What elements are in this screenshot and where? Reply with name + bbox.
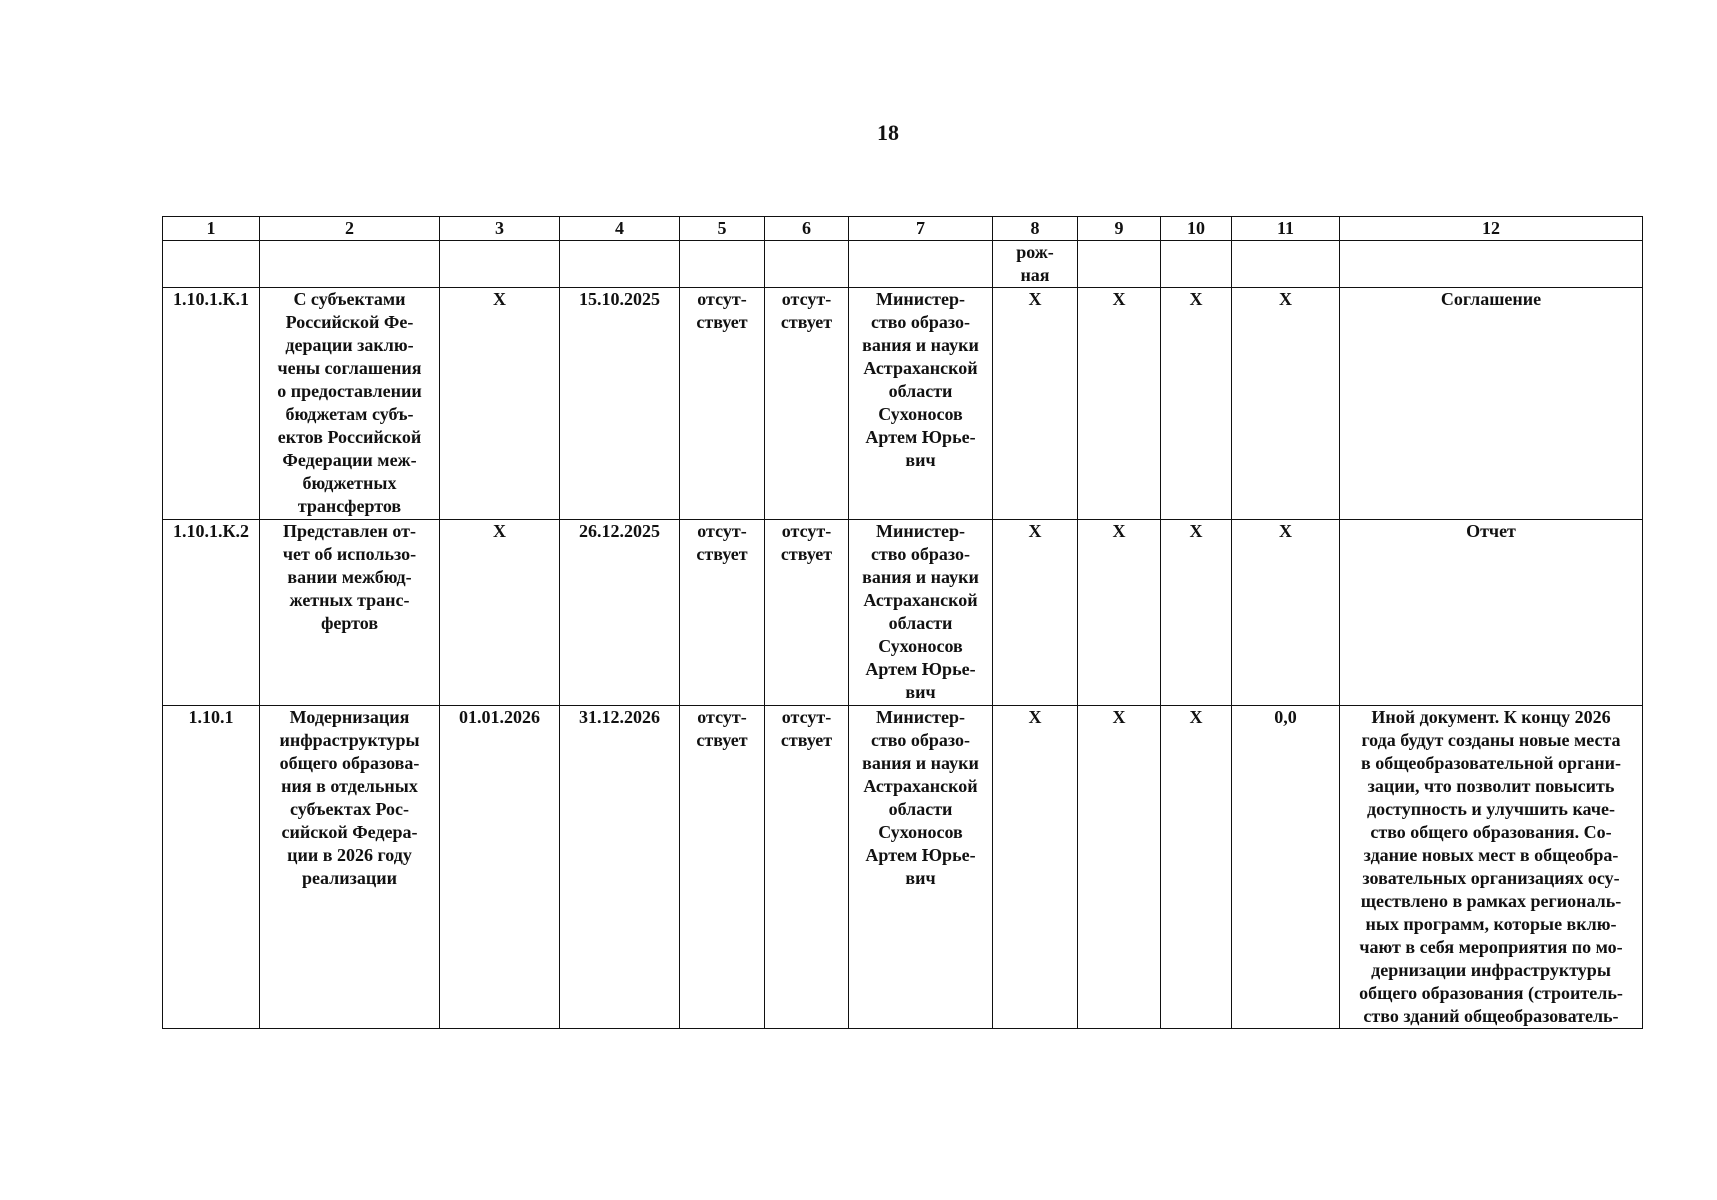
cell-line: бюджетам субъ- (285, 404, 414, 424)
cell-line: Соглашение (1440, 289, 1542, 309)
cell-line: области (888, 381, 953, 401)
table-cell-col-10 (1161, 706, 1232, 1029)
cell-line: отсут- (781, 707, 832, 727)
column-number-10: 10 (1161, 217, 1232, 241)
cell-line: ствует (696, 730, 748, 750)
cell-line: Астраханской (863, 358, 978, 378)
table-cell-col-12 (1340, 520, 1643, 706)
continuation-cell-12 (1340, 241, 1643, 288)
table-cell-col-1 (163, 706, 260, 1029)
table-body (163, 217, 1643, 1029)
table-cell-col-5 (680, 520, 765, 706)
cell-line: чены соглашения (277, 358, 422, 378)
table-cell-col-3 (440, 706, 560, 1029)
continuation-cell-2 (260, 241, 440, 288)
table-cell-col-2 (260, 520, 440, 706)
cell-line: здание новых мест в общеобра- (1363, 845, 1619, 865)
cell-line: ство образо- (870, 730, 971, 750)
cell-line: ции в 2026 году (287, 845, 412, 865)
table-cell-col-8 (993, 706, 1078, 1029)
cell-line: ектов Российской (277, 427, 422, 447)
cell-line: 1.10.1.К.2 (172, 521, 250, 541)
column-number-1: 1 (163, 217, 260, 241)
cell-line: зовательных организациях осу- (1362, 868, 1620, 888)
cell-line: Артем Юрье- (865, 427, 976, 447)
cell-line: Министер- (876, 521, 965, 541)
cell-line: отсут- (781, 289, 832, 309)
cell-line: ство образо- (870, 312, 971, 332)
cell-line: Артем Юрье- (865, 659, 976, 679)
cell-line: 26.12.2025 (579, 521, 660, 541)
table-cell-col-2 (260, 288, 440, 520)
cell-line: года будут созданы новые места (1361, 730, 1621, 750)
cell-line: Министер- (876, 289, 965, 309)
table-cell-col-10 (1161, 520, 1232, 706)
cell-line: Артем Юрье- (865, 845, 976, 865)
table-row (163, 706, 1643, 1029)
cell-line: Х (1189, 289, 1203, 309)
cell-line: ствует (696, 544, 748, 564)
continuation-row (163, 241, 1643, 288)
cell-line: общего образования (строитель- (1359, 983, 1623, 1003)
continuation-cell-3 (440, 241, 560, 288)
continuation-cell-5 (680, 241, 765, 288)
table-cell-col-5 (680, 706, 765, 1029)
cell-line: ная (1020, 265, 1050, 285)
cell-line: Х (1028, 521, 1042, 541)
table-cell-col-2 (260, 706, 440, 1029)
cell-line: Иной документ. К концу 2026 (1371, 707, 1611, 727)
cell-line: ствует (780, 730, 833, 750)
cell-line: Сухоносов (878, 636, 963, 656)
cell-line: вания и науки (862, 753, 979, 773)
cell-line: ствует (780, 544, 833, 564)
cell-line: Х (1028, 289, 1042, 309)
cell-line: 0,0 (1274, 707, 1297, 727)
continuation-cell-7 (849, 241, 993, 288)
table-cell-col-12 (1340, 288, 1643, 520)
cell-line: Х (1028, 707, 1042, 727)
table-cell-col-6 (765, 520, 849, 706)
cell-line: Сухоносов (878, 404, 963, 424)
cell-line: Представлен от- (283, 521, 416, 541)
cell-line: С субъектами (293, 289, 406, 309)
cell-line: вания и науки (862, 335, 979, 355)
continuation-cell-1 (163, 241, 260, 288)
continuation-cell-8 (993, 241, 1078, 288)
column-number-11: 11 (1232, 217, 1340, 241)
cell-line: Х (493, 521, 506, 541)
continuation-cell-9 (1078, 241, 1161, 288)
cell-line: Х (1279, 521, 1292, 541)
cell-line: в общеобразовательной органи- (1361, 753, 1621, 773)
cell-line: жетных транс- (289, 590, 410, 610)
cell-line: отсут- (697, 289, 747, 309)
cell-line: трансфертов (297, 496, 402, 516)
cell-line: 1.10.1 (188, 707, 234, 727)
table-cell-col-11 (1232, 288, 1340, 520)
cell-line: Министер- (876, 707, 965, 727)
measures-table (162, 216, 1643, 1029)
continuation-cell-6 (765, 241, 849, 288)
cell-line: 31.12.2026 (579, 707, 660, 727)
column-number-12: 12 (1340, 217, 1643, 241)
table-cell-col-8 (993, 288, 1078, 520)
cell-line: Х (1189, 521, 1203, 541)
cell-line: вич (905, 682, 936, 702)
cell-line: ществлено в рамках региональ- (1360, 891, 1622, 911)
table-cell-col-12 (1340, 706, 1643, 1029)
table-cell-col-7 (849, 288, 993, 520)
cell-line: отсут- (781, 521, 832, 541)
table-cell-col-3 (440, 520, 560, 706)
cell-line: Федерации меж- (282, 450, 417, 470)
cell-line: 15.10.2025 (579, 289, 660, 309)
column-number-2: 2 (260, 217, 440, 241)
table-cell-col-1 (163, 520, 260, 706)
column-number-7: 7 (849, 217, 993, 241)
cell-line: зации, что позволит повысить (1367, 776, 1615, 796)
cell-line: доступность и улучшить каче- (1367, 799, 1615, 819)
cell-line: Астраханской (863, 590, 978, 610)
table-cell-col-9 (1078, 520, 1161, 706)
column-number-8: 8 (993, 217, 1078, 241)
table-cell-col-4 (560, 520, 680, 706)
column-number-4: 4 (560, 217, 680, 241)
cell-line: вич (905, 868, 936, 888)
table-cell-col-9 (1078, 288, 1161, 520)
cell-line: Российской Фе- (285, 312, 414, 332)
cell-line: Астраханской (863, 776, 978, 796)
cell-line: сийской Федера- (281, 822, 418, 842)
table-cell-col-1 (163, 288, 260, 520)
column-number-9: 9 (1078, 217, 1161, 241)
table-cell-col-8 (993, 520, 1078, 706)
column-number-row (163, 217, 1643, 241)
column-number-6: 6 (765, 217, 849, 241)
cell-line: ство зданий общеобразователь- (1363, 1006, 1619, 1026)
cell-line: отсут- (697, 707, 747, 727)
table-cell-col-5 (680, 288, 765, 520)
table-cell-col-11 (1232, 706, 1340, 1029)
cell-line: инфраструктуры (279, 730, 420, 750)
cell-line: отсут- (697, 521, 747, 541)
cell-line: 01.01.2026 (459, 707, 540, 727)
cell-line: Х (1112, 289, 1126, 309)
table-cell-col-9 (1078, 706, 1161, 1029)
table-cell-col-7 (849, 706, 993, 1029)
cell-line: ния в отдельных (281, 776, 418, 796)
cell-line: Х (1112, 521, 1126, 541)
cell-line: Х (493, 289, 506, 309)
cell-line: Отчет (1466, 521, 1516, 541)
cell-line: Х (1279, 289, 1292, 309)
table-cell-col-4 (560, 288, 680, 520)
cell-line: общего образова- (279, 753, 420, 773)
cell-line: рож- (1016, 242, 1054, 262)
table-cell-col-6 (765, 706, 849, 1029)
cell-line: ство образо- (870, 544, 971, 564)
column-number-3: 3 (440, 217, 560, 241)
column-number-5: 5 (680, 217, 765, 241)
cell-line: субъектах Рос- (289, 799, 409, 819)
continuation-cell-11 (1232, 241, 1340, 288)
cell-line: дернизации инфраструктуры (1371, 960, 1611, 980)
continuation-cell-4 (560, 241, 680, 288)
table-row (163, 288, 1643, 520)
continuation-cell-10 (1161, 241, 1232, 288)
table-cell-col-7 (849, 520, 993, 706)
cell-line: бюджетных (302, 473, 397, 493)
cell-line: чет об использо- (282, 544, 417, 564)
cell-line: ствует (696, 312, 748, 332)
table-cell-col-4 (560, 706, 680, 1029)
cell-line: Х (1189, 707, 1203, 727)
cell-line: фертов (320, 613, 379, 633)
cell-line: области (888, 613, 953, 633)
table-cell-col-3 (440, 288, 560, 520)
cell-line: вания и науки (862, 567, 979, 587)
page-number: 18 (877, 120, 899, 145)
cell-line: Модернизация (289, 707, 410, 727)
table-row (163, 520, 1643, 706)
cell-line: вич (905, 450, 936, 470)
cell-line: реализации (302, 868, 397, 888)
cell-line: ство общего образования. Со- (1370, 822, 1612, 842)
cell-line: дерации заклю- (285, 335, 414, 355)
cell-line: области (888, 799, 953, 819)
table-cell-col-11 (1232, 520, 1340, 706)
table-cell-col-10 (1161, 288, 1232, 520)
table-cell-col-6 (765, 288, 849, 520)
cell-line: вании межбюд- (287, 567, 412, 587)
cell-line: ных программ, которые вклю- (1365, 914, 1617, 934)
cell-line: ствует (780, 312, 833, 332)
cell-line: чают в себя мероприятия по мо- (1359, 937, 1623, 957)
cell-line: Х (1112, 707, 1126, 727)
cell-line: о предоставлении (277, 381, 422, 401)
cell-line: 1.10.1.К.1 (172, 289, 250, 309)
cell-line: Сухоносов (878, 822, 963, 842)
